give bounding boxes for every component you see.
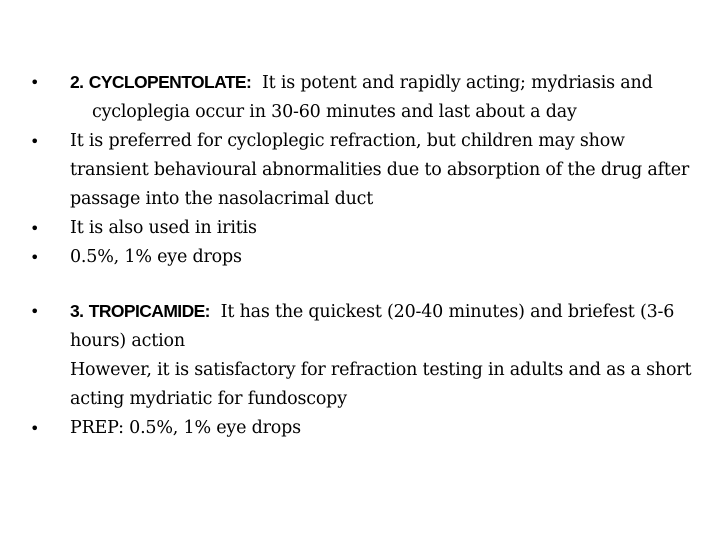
drug-term: TROPICAMIDE:	[88, 301, 210, 321]
item-text: It is also used in iritis	[70, 218, 257, 238]
item-text: It has the quickest (20-40 minutes) and briefest (3-6	[220, 302, 675, 322]
bullet-icon: •	[30, 219, 40, 238]
drug-term: CYCLOPENTOLATE:	[88, 72, 252, 92]
list-item	[30, 243, 700, 272]
bullet-icon: •	[30, 302, 40, 321]
item-number: 3.	[70, 301, 84, 321]
item-text: PREP: 0.5%, 1% eye drops	[70, 418, 301, 438]
item-number: 2.	[70, 72, 84, 92]
list-item	[30, 127, 700, 214]
item-text: It is potent and rapidly acting; mydriasis and	[261, 73, 653, 93]
bullet-icon: •	[30, 132, 40, 151]
list-item	[30, 68, 700, 127]
item-text: hours) action	[70, 331, 185, 351]
item-text: transient behavioural abnormalities due to absorption of the drug after	[70, 160, 690, 180]
bullet-icon: •	[30, 248, 40, 267]
bullet-icon: •	[30, 73, 40, 92]
item-text: acting mydriatic for fundoscopy	[70, 389, 347, 409]
cyclopentolate-section	[30, 68, 700, 272]
item-text: cycloplegia occur in 30-60 minutes and last about a day	[92, 102, 577, 122]
list-item	[30, 214, 700, 243]
item-text: 0.5%, 1% eye drops	[70, 247, 242, 267]
list-item	[30, 414, 700, 443]
tropicamide-section	[30, 297, 700, 443]
item-text: It is preferred for cycloplegic refraction, but children may show	[70, 131, 625, 151]
item-text: However, it is satisfactory for refraction testing in adults and as a short	[70, 360, 692, 380]
item-text: passage into the nasolacrimal duct	[70, 189, 374, 209]
bullet-icon: •	[30, 419, 40, 438]
list-item	[30, 297, 700, 414]
